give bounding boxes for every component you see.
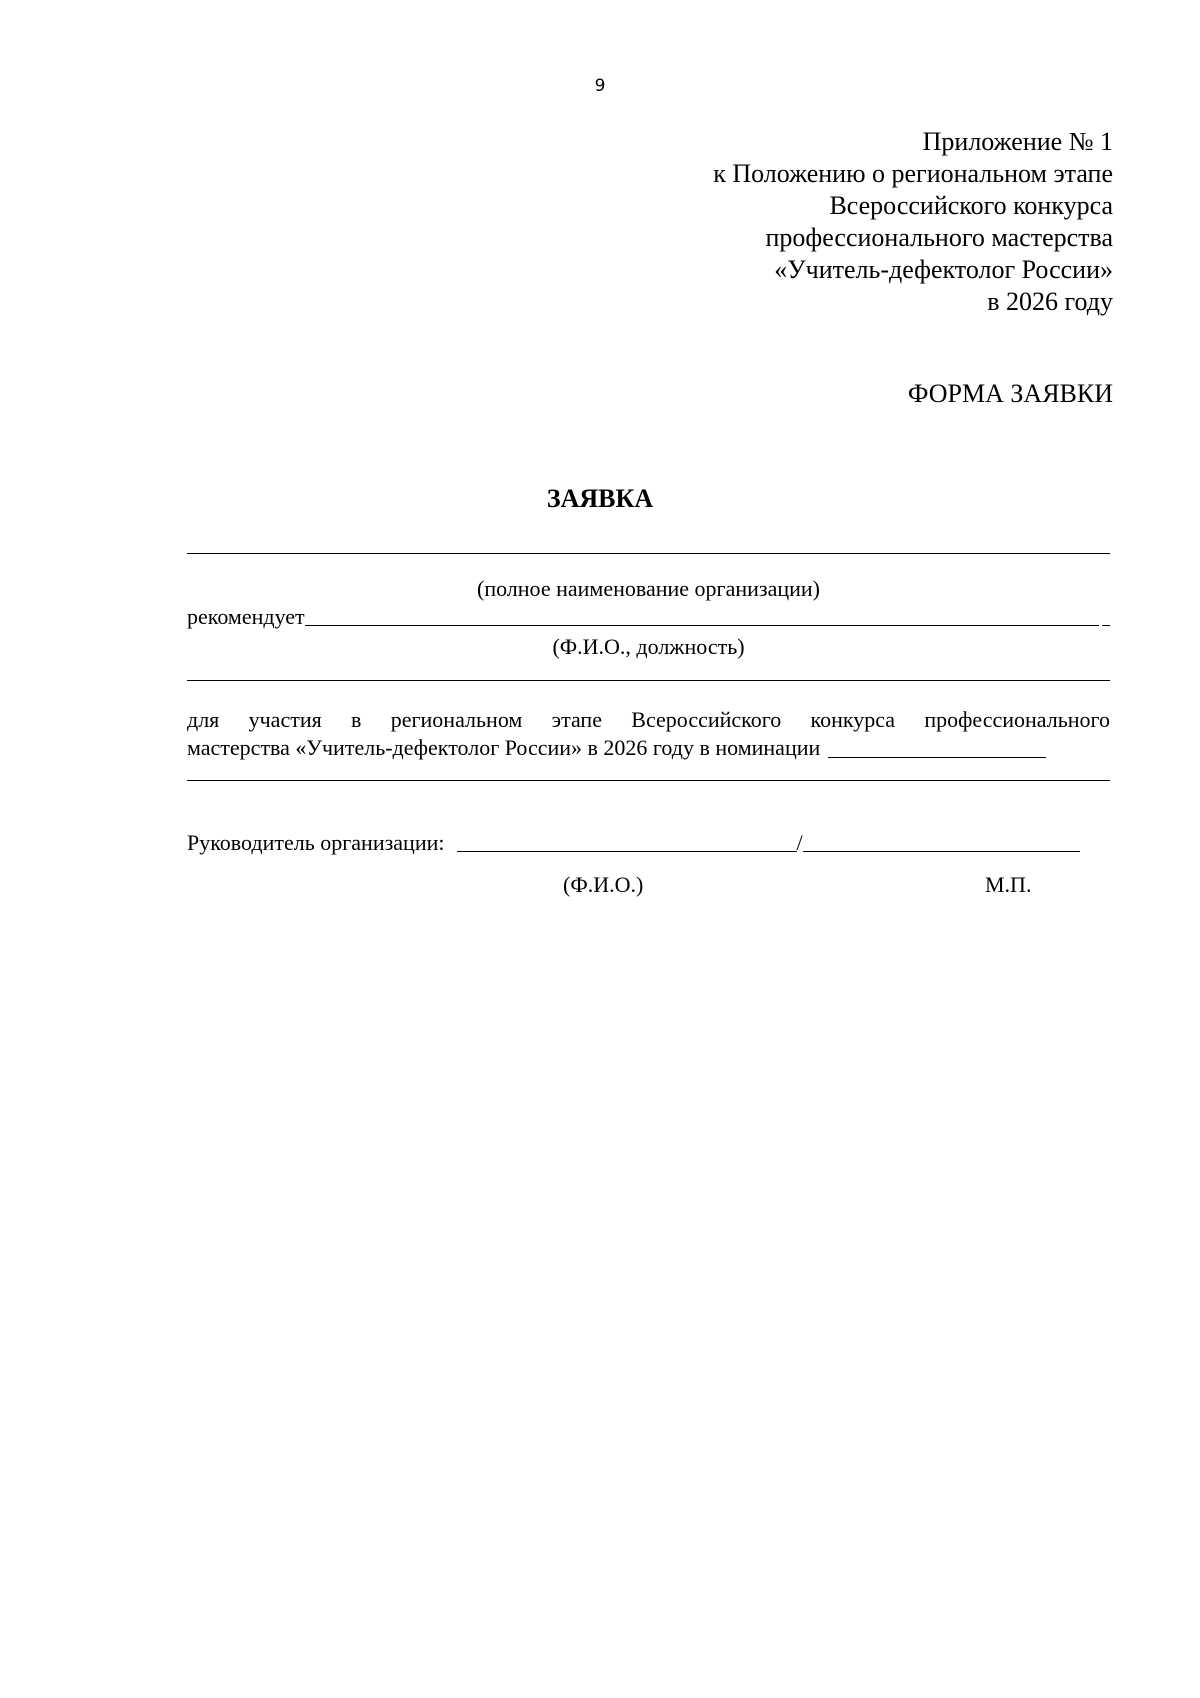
head-name-caption: (Ф.И.О.) bbox=[563, 872, 644, 897]
form-label: ФОРМА ЗАЯВКИ bbox=[907, 379, 1113, 408]
document-title: ЗАЯВКА bbox=[546, 484, 654, 513]
organization-name-field[interactable] bbox=[187, 553, 1110, 554]
stamp-caption: М.П. bbox=[985, 872, 1032, 897]
signature-label: Руководитель организации: bbox=[187, 830, 445, 855]
head-name-field[interactable] bbox=[457, 850, 797, 852]
appendix-line: в 2026 году bbox=[987, 287, 1113, 316]
appendix-line: профессионального мастерства bbox=[765, 223, 1113, 252]
signature-separator: / bbox=[796, 830, 803, 855]
participation-line-2: мастерства «Учитель-дефектолог России» в 2026 году в номинации bbox=[187, 735, 821, 760]
recommends-row bbox=[187, 604, 1110, 630]
appendix-line: «Учитель-дефектолог России» bbox=[774, 255, 1113, 284]
head-signature-field[interactable] bbox=[803, 850, 1080, 852]
appendix-line: к Положению о региональном этапе bbox=[713, 159, 1113, 188]
person-name-field[interactable] bbox=[305, 624, 1099, 626]
appendix-line: Приложение № 1 bbox=[922, 127, 1113, 156]
line-tail bbox=[1102, 624, 1110, 626]
nomination-field[interactable] bbox=[828, 756, 1046, 758]
appendix-heading bbox=[593, 126, 1113, 318]
appendix-line: Всероссийского конкурса bbox=[829, 191, 1113, 220]
signature-row bbox=[187, 830, 1080, 856]
person-caption: (Ф.И.О., должность) bbox=[552, 634, 745, 659]
nomination-continuation-field[interactable] bbox=[187, 780, 1110, 781]
person-continuation-field[interactable] bbox=[187, 680, 1110, 681]
participation-line-2-row bbox=[187, 734, 1110, 762]
participation-line-1: для участия в региональном этапе Всероссийского конкурса профессионального bbox=[187, 707, 1110, 732]
recommends-label: рекомендует bbox=[187, 604, 305, 629]
organization-caption: (полное наименование организации) bbox=[477, 576, 820, 601]
participation-paragraph bbox=[187, 706, 1110, 762]
page-number: 9 bbox=[594, 76, 606, 96]
